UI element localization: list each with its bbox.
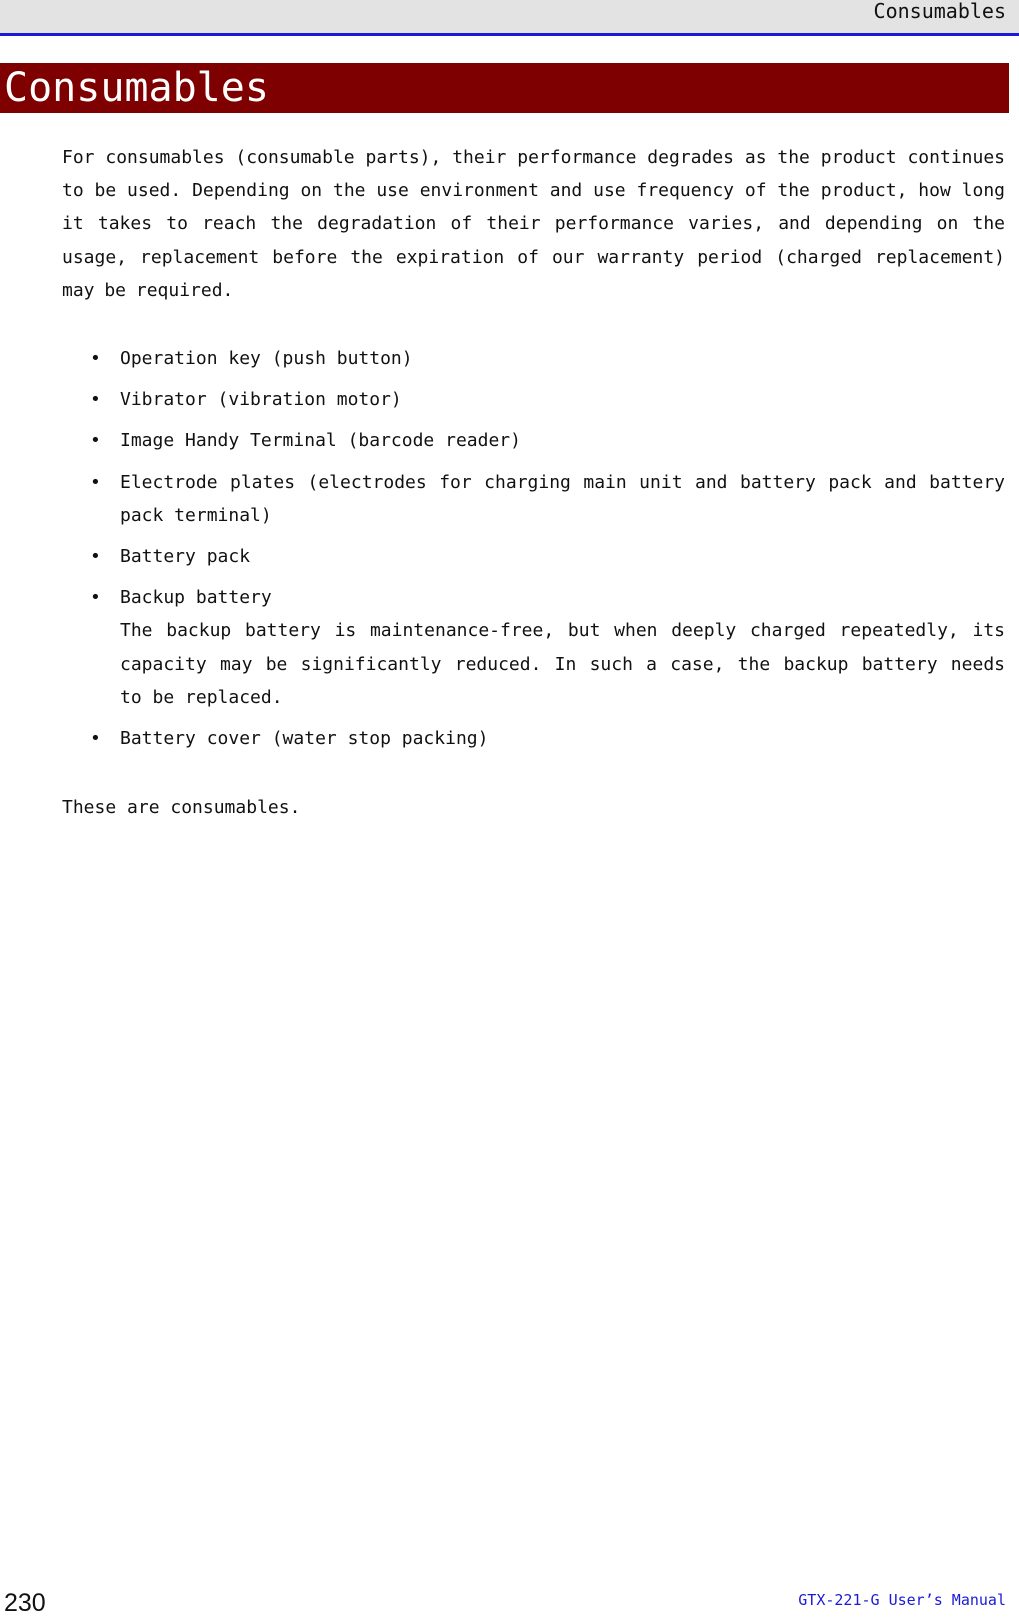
list-item — [62, 722, 1005, 755]
main-content — [62, 141, 1005, 824]
page-number: 230 — [4, 1589, 46, 1617]
manual-name: GTX-221-G User’s Manual — [798, 1591, 1006, 1609]
list-item — [62, 424, 1005, 457]
bullet-icon: • — [90, 348, 101, 370]
list-item-text: Vibrator (vibration motor) — [120, 389, 402, 411]
list-item-text: Operation key (push button) — [120, 348, 413, 370]
list-item — [62, 466, 1005, 532]
list-item-text: Electrode plates (electrodes for charging main unit and battery pack and battery pack terminal) — [120, 471, 1005, 526]
running-header — [0, 0, 1019, 36]
chapter-title: Consumables — [4, 65, 269, 111]
list-item-note: The backup battery is maintenance-free, but when deeply charged repeatedly, its capacity may be significantly reduced. In such a case, the backup battery needs to be replaced. — [120, 620, 1005, 708]
running-header-title: Consumables — [873, 0, 1006, 23]
list-item — [62, 342, 1005, 375]
list-item-text: Battery pack — [120, 546, 251, 568]
bullet-icon: • — [90, 728, 101, 750]
bullet-icon: • — [90, 587, 101, 609]
bullet-icon: • — [90, 430, 101, 452]
list-item-text: Battery cover (water stop packing) — [120, 728, 489, 750]
list-item — [62, 540, 1005, 573]
consumables-list — [62, 342, 1005, 755]
closing-paragraph: These are consumables. — [62, 797, 301, 819]
chapter-banner — [0, 63, 1009, 113]
list-item-text: Image Handy Terminal (barcode reader) — [120, 430, 521, 452]
bullet-icon: • — [90, 471, 101, 493]
list-item — [62, 581, 1005, 714]
bullet-icon: • — [90, 389, 101, 411]
list-item-text: Backup battery — [120, 587, 272, 609]
bullet-icon: • — [90, 546, 101, 568]
intro-paragraph: For consumables (consumable parts), their performance degrades as the product continues to be used. Depending on the use environment and use frequency of the product, how long it takes to reach the degradation of their performance varies, and depending on the usage, replacement before the expiration of our warranty period (charged replacement) may be required. — [62, 147, 1005, 301]
list-item — [62, 383, 1005, 416]
